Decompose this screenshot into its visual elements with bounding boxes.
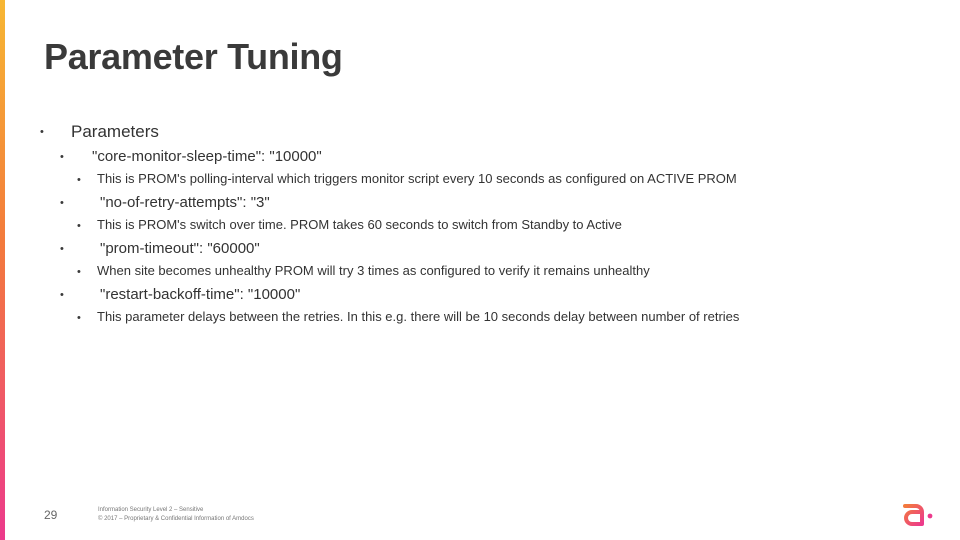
desc-prom-timeout: When site becomes unhealthy PROM will try 3 times as configured to verify it remains unhealthy <box>97 263 650 278</box>
amdocs-logo-icon <box>900 500 934 528</box>
accent-bar <box>0 0 5 540</box>
bullet: • <box>60 197 64 209</box>
bullet: • <box>60 151 64 163</box>
param-no-of-retry-attempts: "no-of-retry-attempts": "3" <box>100 194 270 211</box>
bullet: • <box>40 126 44 138</box>
footer-classification: Information Security Level 2 – Sensitive <box>98 507 204 513</box>
bullet: • <box>60 243 64 255</box>
param-restart-backoff-time: "restart-backoff-time": "10000" <box>100 286 301 303</box>
footer-text <box>98 506 254 524</box>
slide-title: Parameter Tuning <box>44 36 343 77</box>
bullet: • <box>77 266 81 278</box>
bullet-parameters: Parameters <box>71 122 159 141</box>
param-prom-timeout: "prom-timeout": "60000" <box>100 240 260 257</box>
bullet: • <box>77 312 81 324</box>
page-number: 29 <box>44 508 58 522</box>
desc-no-of-retry-attempts: This is PROM's switch over time. PROM takes 60 seconds to switch from Standby to Active <box>97 217 622 232</box>
param-core-monitor-sleep-time: "core-monitor-sleep-time": "10000" <box>92 148 322 165</box>
footer-copyright: © 2017 – Proprietary & Confidential Information of Amdocs <box>98 516 254 522</box>
bullet: • <box>77 220 81 232</box>
desc-restart-backoff-time: This parameter delays between the retries. In this e.g. there will be 10 seconds delay between number of retries <box>97 309 740 324</box>
bullet: • <box>60 289 64 301</box>
bullet: • <box>77 174 81 186</box>
desc-core-monitor-sleep-time: This is PROM's polling-interval which triggers monitor script every 10 seconds as configured on ACTIVE PROM <box>97 171 737 186</box>
